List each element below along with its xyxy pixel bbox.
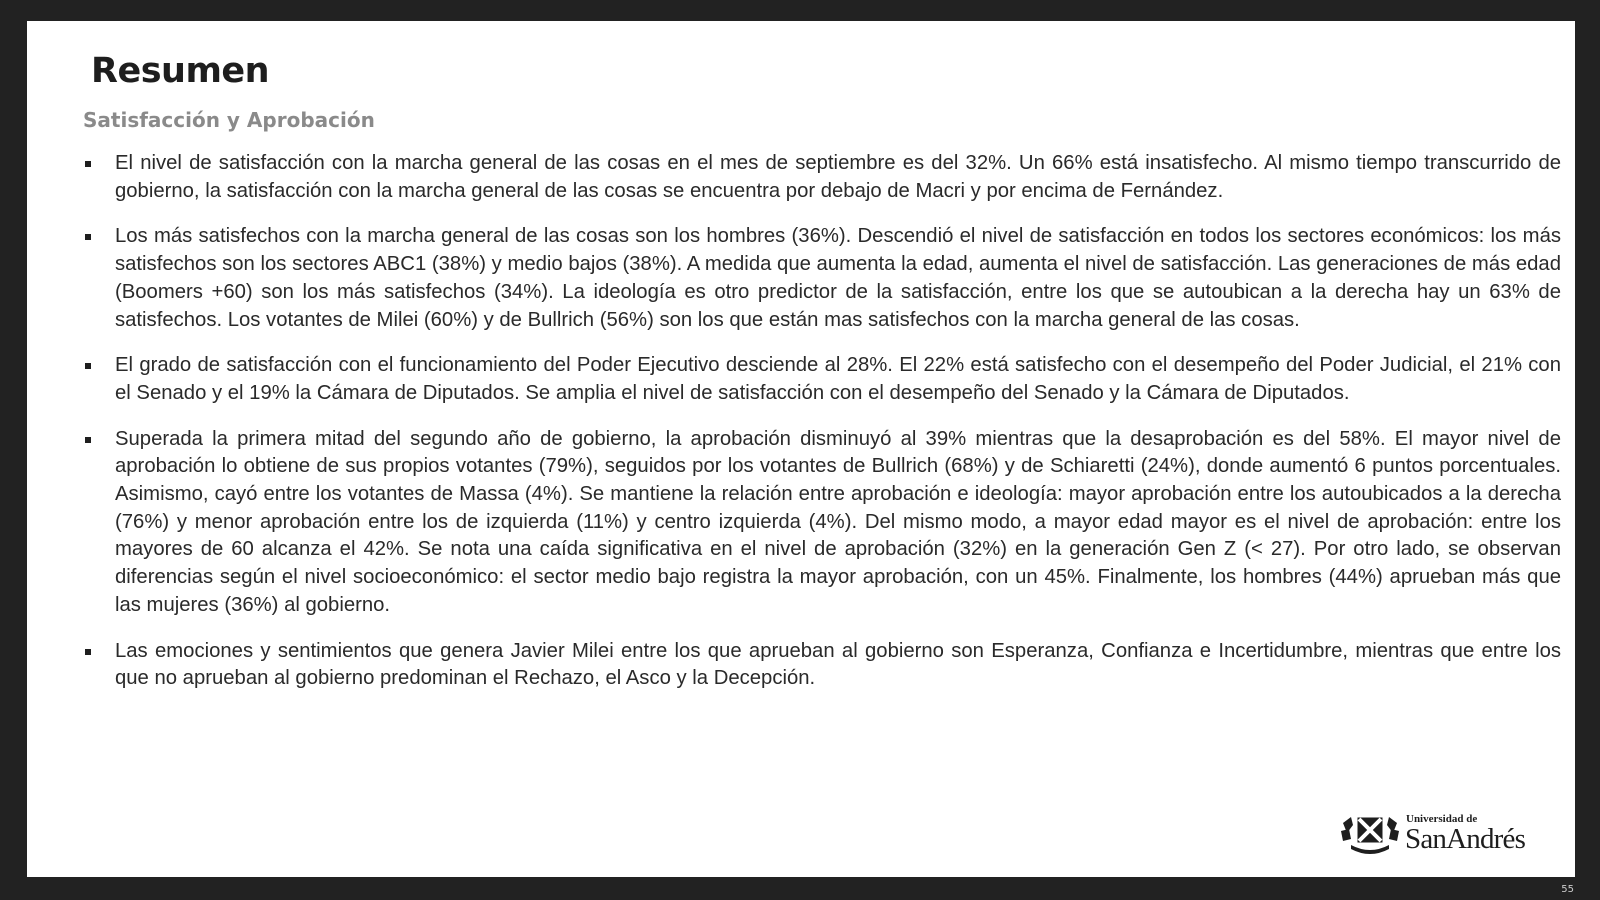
square-bullet-icon: [85, 161, 91, 167]
section-subtitle: Satisfacción y Aprobación: [83, 108, 375, 132]
bullet-item: [83, 150, 1561, 205]
square-bullet-icon: [85, 234, 91, 240]
bullet-text: El grado de satisfacción con el funcionamiento del Poder Ejecutivo desciende al 28%. El 22% está satisfecho con el desempeño del Poder Judicial, el 21% con el Senado y el 19% la Cámara de Diputados. Se amplia el nivel de satisfacción con el desempeño del Senado y la Cámara de Diputados.: [115, 354, 1561, 404]
logo-text-small: Universidad de: [1406, 813, 1478, 825]
bullet-text: El nivel de satisfacción con la marcha general de las cosas en el mes de septiembre es del 32%. Un 66% está insatisfecho. Al mismo tiempo transcurrido de gobierno, la satisfacción con la marcha general de las cosas se encuentra por debajo de Macri y por encima de Fernández.: [115, 152, 1561, 202]
university-logo: [1339, 811, 1559, 859]
square-bullet-icon: [85, 649, 91, 655]
page-number: 55: [1561, 884, 1574, 895]
square-bullet-icon: [85, 437, 91, 443]
bullet-list: [83, 150, 1561, 711]
slide: [27, 21, 1575, 877]
bullet-item: [83, 638, 1561, 693]
square-bullet-icon: [85, 363, 91, 369]
bullet-text: Superada la primera mitad del segundo año de gobierno, la aprobación disminuyó al 39% mientras que la desaprobación es del 58%. El mayor nivel de aprobación lo obtiene de sus propios votantes (79%), seguidos por los votantes de Bullrich (68%) y de Schiaretti (24%), donde aumentó 6 puntos porcentuales. Asimismo, cayó entre los votantes de Massa (4%). Se mantiene la relación entre aprobación e ideología: mayor aprobación entre los autoubicados a la derecha (76%) y menor aprobación entre los de izquierda (11%) y centro izquierda (4%). Del mismo modo, a mayor edad mayor es el nivel de aprobación: entre los mayores de 60 alcanza el 42%. Se nota una caída significativa en el nivel de aprobación (32%) en la generación Gen Z (< 27). Por otro lado, se observan diferencias según el nivel socioeconómico: el sector medio bajo registra la mayor aprobación, con un 45%. Finalmente, los hombres (44%) aprueban más que las mujeres (36%) al gobierno.: [115, 427, 1561, 616]
bullet-text: Las emociones y sentimientos que genera Javier Milei entre los que aprueban al gobierno son Esperanza, Confianza e Incertidumbre, mientras que entre los que no aprueban al gobierno predominan el Rechazo, el Asco y la Decepción.: [115, 639, 1561, 690]
university-crest-icon: [1339, 811, 1401, 857]
bullet-item: [83, 426, 1561, 620]
bullet-item: [83, 223, 1561, 334]
logo-text-big: SanAndrés: [1405, 823, 1526, 855]
page-title: Resumen: [91, 51, 270, 91]
bullet-text: Los más satisfechos con la marcha general de las cosas son los hombres (36%). Descendió el nivel de satisfacción en todos los sectores económicos: los más satisfechos son los sectores ABC1 (38%) y medio bajos (38%). A medida que aumenta la edad, aumenta el nivel de satisfacción. Las generaciones de más edad (Boomers +60) son los más satisfechos (34%). La ideología es otro predictor de la satisfacción, entre los que se autoubican a la derecha hay un 63% de satisfechos. Los votantes de Milei (60%) y de Bullrich (56%) son los que están mas satisfechos con la marcha general de las cosas.: [115, 225, 1561, 331]
bullet-item: [83, 352, 1561, 407]
